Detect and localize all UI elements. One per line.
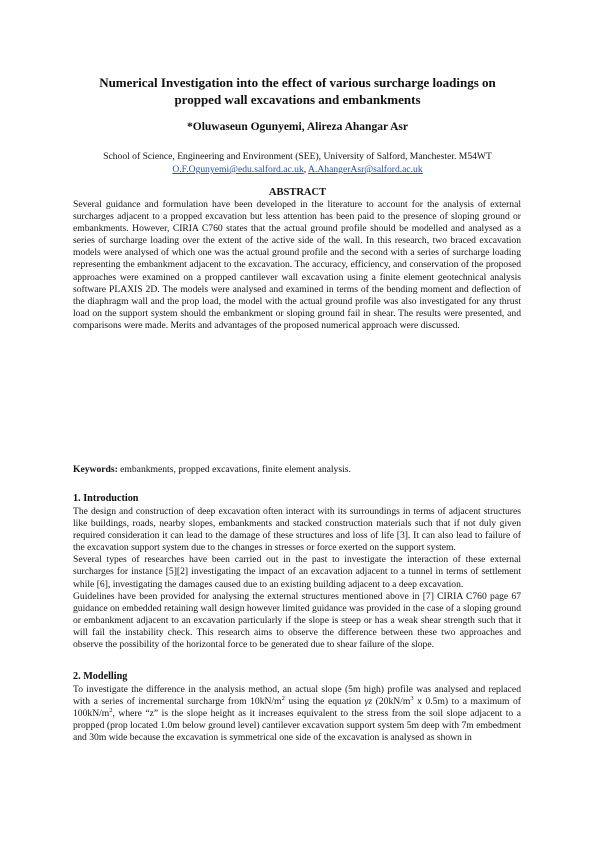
email-link-1[interactable]: O.F.Ogunyemi@edu.salford.ac.uk [172, 164, 304, 175]
section-2-text-5: , where “z” is the slope height as it increases equivalent to the stress from the soil slope adjacent to a propped (prop located 1.0m below ground level) cantilever excavation support system 5m deep with 7m embedment and 30m wide because the excavation is symmetrical one side of the excavation is analysed as shown in [73, 708, 521, 744]
keywords-label: Keywords: [73, 464, 118, 475]
superscript-2: 3 [410, 694, 414, 702]
abstract-heading: ABSTRACT [268, 187, 327, 198]
section-1-paragraph-1: The design and construction of deep excavation often interact with its surroundings in terms of adjacent structures like buildings, roads, nearby slopes, embankments and stacked construction materials such that if not duly given required consideration it can lead to the damage of these structures and loss of life [3]. It can also lead to failure of the excavation support system due to the changes in stresses or force exerted on the support system. [73, 506, 521, 554]
keywords [73, 464, 521, 476]
authors: *Oluwaseun Ogunyemi, Alireza Ahangar Asr [187, 121, 408, 133]
email-line [60, 163, 535, 176]
section-2-text-1: To investigate the difference in the analysis method, an actual slope (5m high) profile was analysed and replaced with a series of incremental surcharge from 10kN/m [73, 684, 521, 708]
affiliation: School of Science, Engineering and Environment (SEE), University of Salford, Manchester. M54WT [103, 151, 492, 162]
section-2-text-2: using the equation [284, 696, 365, 708]
affiliation-block [60, 150, 535, 176]
section-1-paragraph-3: Guidelines have been provided for analysing the external structures mentioned above in [7] CIRIA C760 page 67 guidance on embedded retaining wall design however limited guidance was provided in the case of a sloping ground or embankment adjacent to an excavation particularly if the slope is steep or has a weak shear strength such that it will fail the instability check. This research aims to observe the difference between these two approaches and observe the possibility of the horizontal force to be generated due to shear failure of the slope. [73, 590, 521, 651]
section-2-body [73, 684, 521, 744]
section-1-paragraph-2: Several types of researches have been carried out in the past to investigate the interaction of these external surcharges for instance [5][2] investigating the impact of an excavation adjacent to a tunnel in terms of settlement while [6], investigating the damages caused due to an existing building adjacent to a deep excavation. [73, 554, 521, 590]
section-1-body [73, 506, 521, 651]
keywords-text: embankments, propped excavations, finite element analysis. [117, 464, 351, 475]
section-2-heading: 2. Modelling [73, 671, 128, 682]
superscript-1: 2 [281, 694, 285, 702]
abstract-text: Several guidance and formulation have been developed in the literature to account for the analysis of external surcharges adjacent to a propped excavation but less attention has been paid to the presence of sloping ground or embankments. However, CIRIA C760 states that the actual ground profile should be modelled and analysed as a series of surcharge loading over the extent of the active side of the wall. In this research, two braced excavation models were analysed of which one was the actual ground profile and the second with a series of surcharge loading representing the embankment adjacent to the excavation. The accuracy, efficiency, and conservation of the proposed approaches were examined on a propped cantilever wall excavation using a finite element geotechnical analysis software PLAXIS 2D. The models were analysed and examined in terms of the bending moment and deflection of the diaphragm wall and the prop load, the model with the actual ground profile was also investigated for any thrust load on the support system should the embankment or sloping ground fail in shear. The results were presented, and comparisons were made. Merits and advantages of the proposed numerical approach were discussed. [73, 199, 521, 331]
superscript-3: 2 [109, 707, 113, 714]
paper-title [60, 74, 535, 108]
title-line-2: propped wall excavations and embankments [174, 92, 421, 107]
title-line-1: Numerical Investigation into the effect of various surcharge loadings on [99, 75, 496, 90]
section-1-heading: 1. Introduction [73, 493, 139, 504]
gamma-z-symbol: γz [364, 696, 373, 708]
section-2-text-4: x 0.5m) to a maximum of 100kN/m [73, 696, 521, 720]
section-2-text-3: (20kN/m [372, 696, 411, 708]
email-link-2[interactable]: A.AhangerAsr@salford.ac.uk [308, 164, 423, 175]
email-separator: , [303, 164, 309, 175]
